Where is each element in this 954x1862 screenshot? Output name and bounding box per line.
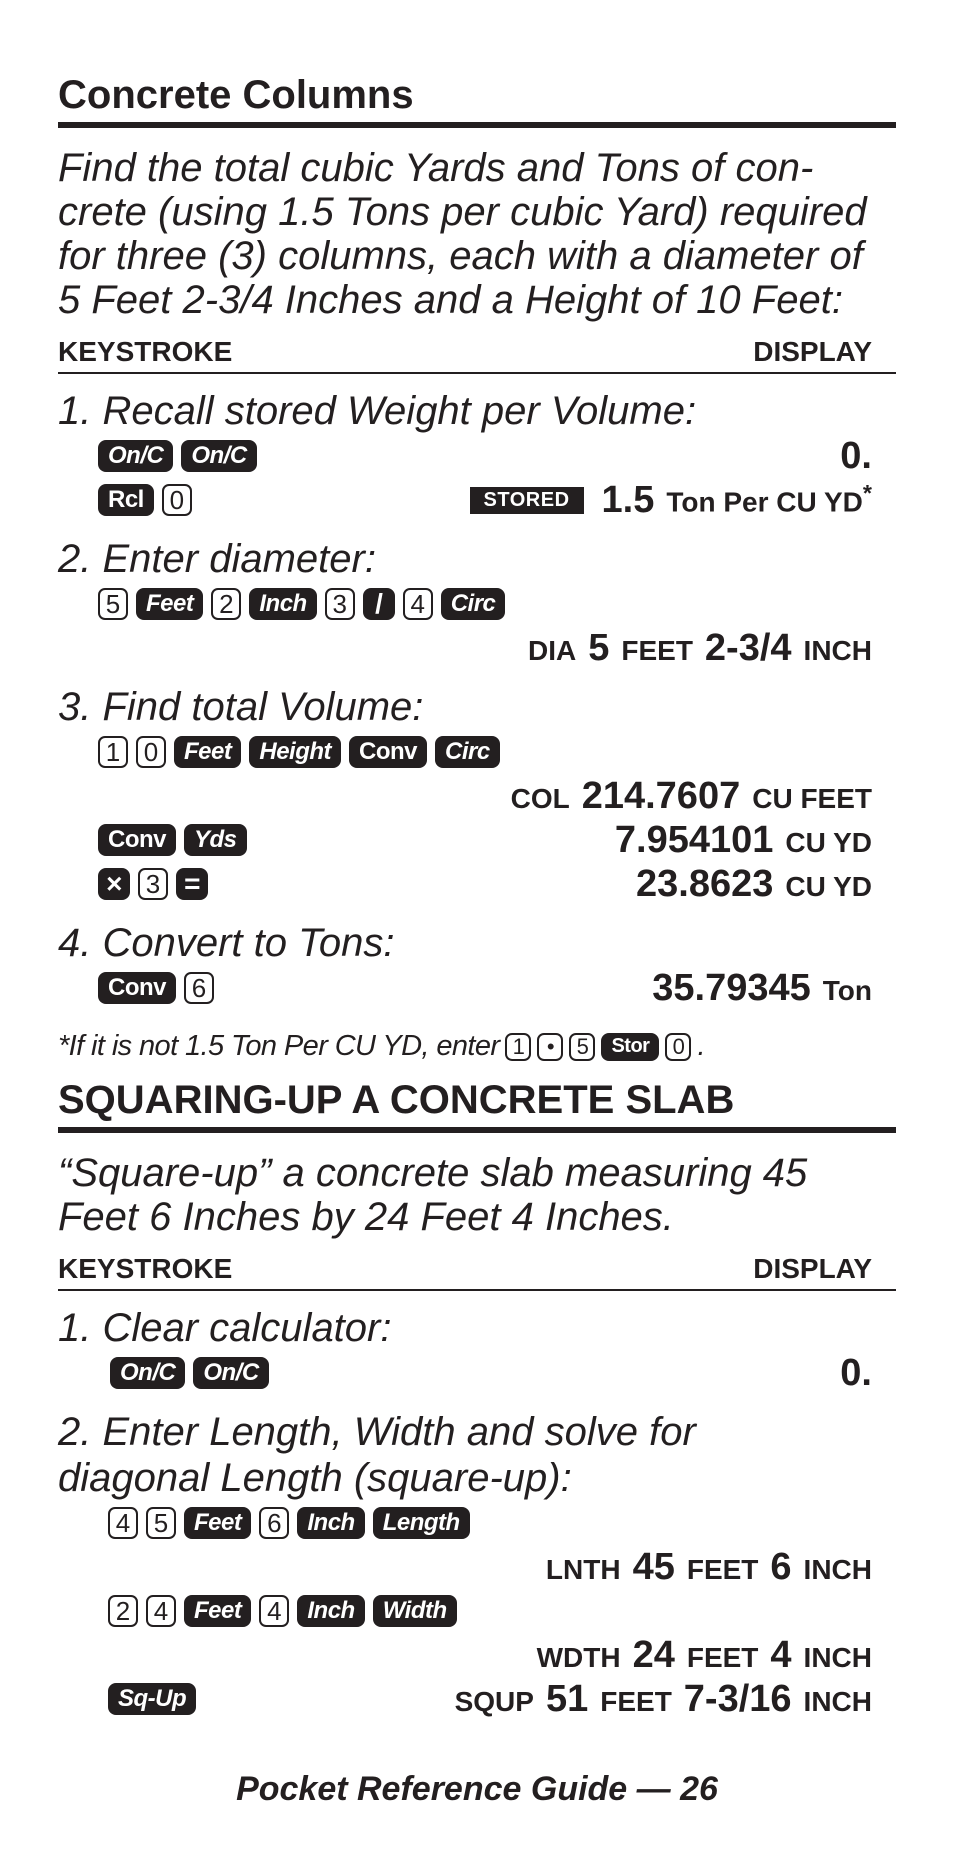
on-c-key[interactable]: On/C <box>98 440 173 472</box>
keystroke-row <box>58 478 896 522</box>
keystroke-row <box>58 966 896 1010</box>
step-title: 2. Enter diameter: <box>58 537 376 581</box>
display-readout: COL 214.7607 CU FEET <box>510 774 872 817</box>
inch-key[interactable]: Inch <box>249 588 316 620</box>
conv-key[interactable]: Conv <box>98 824 176 856</box>
digit-2-key[interactable]: 2 <box>211 588 241 620</box>
display-readout: WDTH 24 FEET 4 INCH <box>536 1633 872 1676</box>
on-c-key[interactable]: On/C <box>181 440 256 472</box>
circ-key[interactable]: Circ <box>441 588 506 620</box>
keystroke-row <box>58 1501 896 1545</box>
digit-1-key[interactable]: 1 <box>98 736 128 768</box>
digit-6-key[interactable]: 6 <box>259 1507 289 1539</box>
display-readout: LNTH 45 FEET 6 INCH <box>545 1545 872 1588</box>
fraction-key[interactable]: / <box>363 588 395 620</box>
keystroke-row <box>58 1677 896 1721</box>
on-c-key[interactable]: On/C <box>193 1357 268 1389</box>
digit-2-key[interactable]: 2 <box>108 1595 138 1627</box>
height-key[interactable]: Height <box>249 736 341 768</box>
digit-0-key[interactable]: 0 <box>665 1033 691 1061</box>
section-title-concrete-columns: Concrete Columns <box>58 72 896 128</box>
page <box>58 72 896 1721</box>
digit-0-key[interactable]: 0 <box>162 484 192 516</box>
display-row <box>58 1545 896 1589</box>
keystroke-display-header <box>58 336 896 374</box>
feet-key[interactable]: Feet <box>184 1507 251 1539</box>
inch-key[interactable]: Inch <box>297 1507 364 1539</box>
sq-up-key[interactable]: Sq-Up <box>108 1683 196 1715</box>
display-readout <box>470 479 872 522</box>
digit-0-key[interactable]: 0 <box>136 736 166 768</box>
step-title: 1. Clear calculator: <box>58 1306 392 1350</box>
page-footer: Pocket Reference Guide — 26 <box>236 1770 718 1808</box>
conv-key[interactable]: Conv <box>349 736 427 768</box>
section-title-squaring-up: SQUARING-UP A CONCRETE SLAB <box>58 1077 896 1133</box>
keystroke-display-header <box>58 1253 896 1291</box>
feet-key[interactable]: Feet <box>184 1595 251 1627</box>
conv-key[interactable]: Conv <box>98 972 176 1004</box>
display-readout: DIA 5 FEET 2-3/4 INCH <box>527 626 872 669</box>
feet-key[interactable]: Feet <box>136 588 203 620</box>
footnote-mark: * <box>862 480 872 507</box>
display-readout: 23.8623 CU YD <box>636 862 872 905</box>
circ-key[interactable]: Circ <box>435 736 500 768</box>
on-c-key[interactable]: On/C <box>110 1357 185 1389</box>
digit-3-key[interactable]: 3 <box>325 588 355 620</box>
step-title-continued: diagonal Length (square-up): <box>58 1456 572 1500</box>
display-label: DISPLAY <box>753 1253 872 1284</box>
keystroke-row <box>58 582 896 626</box>
display-readout: 35.79345 Ton <box>652 966 872 1009</box>
inch-key[interactable]: Inch <box>297 1595 364 1627</box>
keystroke-label: KEYSTROKE <box>58 1253 233 1284</box>
keystroke-row <box>58 434 896 478</box>
display-readout <box>840 435 872 478</box>
stored-badge: STORED <box>470 487 584 514</box>
digit-5-key[interactable]: 5 <box>569 1033 595 1061</box>
keystroke-row <box>58 730 896 774</box>
decimal-key[interactable]: • <box>537 1033 563 1061</box>
step-title: 2. Enter Length, Width and solve for <box>58 1410 696 1454</box>
width-key[interactable]: Width <box>373 1595 457 1627</box>
display-row <box>58 774 896 818</box>
step-title: 3. Find total Volume: <box>58 685 424 729</box>
digit-6-key[interactable]: 6 <box>184 972 214 1004</box>
digit-4-key[interactable]: 4 <box>403 588 433 620</box>
digit-4-key[interactable]: 4 <box>146 1595 176 1627</box>
display-readout: 0. <box>840 1351 872 1394</box>
display-value: 1.5 <box>601 478 655 521</box>
keystroke-row <box>58 818 896 862</box>
display-row <box>58 626 896 670</box>
yds-key[interactable]: Yds <box>184 824 247 856</box>
length-key[interactable]: Length <box>373 1507 470 1539</box>
digit-5-key[interactable]: 5 <box>98 588 128 620</box>
footnote: *If it is not 1.5 Ton Per CU YD, enter 1 • 5 Stor 0 . <box>58 1030 705 1062</box>
keystroke-label: KEYSTROKE <box>58 336 233 367</box>
rcl-key[interactable]: Rcl <box>98 484 154 516</box>
digit-4-key[interactable]: 4 <box>259 1595 289 1627</box>
display-unit: Ton Per CU YD* <box>666 480 872 518</box>
keystroke-row <box>58 1351 896 1395</box>
display-label: DISPLAY <box>753 336 872 367</box>
section-intro: Find the total cubic Yards and Tons of con- crete (using 1.5 Tons per cubic Yard) required for three (3) columns, each with a diameter of 5 Feet 2-3/4 Inches and a Height of 10 Feet: <box>58 146 867 322</box>
display-row <box>58 1633 896 1677</box>
display-value: 0. <box>840 434 872 477</box>
digit-1-key[interactable]: 1 <box>505 1033 531 1061</box>
multiply-key[interactable]: × <box>98 868 130 900</box>
display-readout: 7.954101 CU YD <box>614 818 872 861</box>
keystroke-row <box>58 862 896 906</box>
step-title: 4. Convert to Tons: <box>58 921 395 965</box>
stor-key[interactable]: Stor <box>601 1033 659 1061</box>
digit-3-key[interactable]: 3 <box>138 868 168 900</box>
feet-key[interactable]: Feet <box>174 736 241 768</box>
section-intro: “Square-up” a concrete slab measuring 45 Feet 6 Inches by 24 Feet 4 Inches. <box>58 1151 808 1239</box>
keystroke-row <box>58 1589 896 1633</box>
display-readout: SQUP 51 FEET 7-3/16 INCH <box>454 1677 872 1720</box>
digit-4-key[interactable]: 4 <box>108 1507 138 1539</box>
digit-5-key[interactable]: 5 <box>146 1507 176 1539</box>
equals-key[interactable]: = <box>176 868 208 900</box>
step-title: 1. Recall stored Weight per Volume: <box>58 389 697 433</box>
